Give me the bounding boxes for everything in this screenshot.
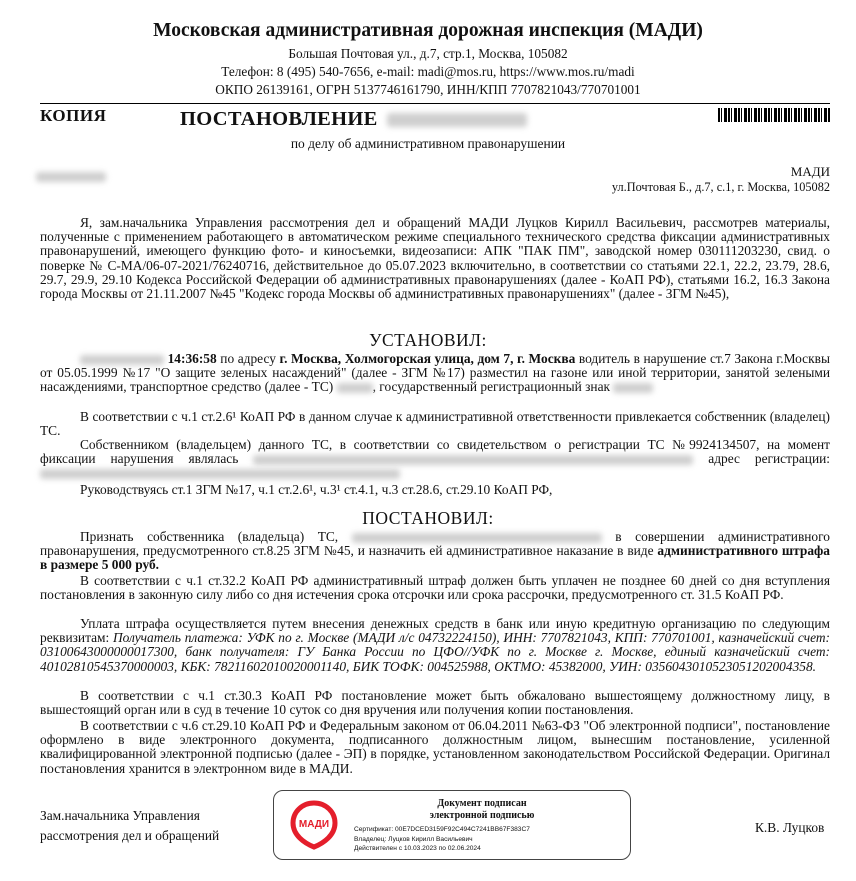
fine-amount: административного штрафа в размере 5 000 руб.	[40, 543, 831, 573]
violation-address: г. Москва, Холмогорская улица, дом 7, г. Москва	[279, 351, 576, 366]
payment-details: Получатель платежа: УФК по г. Москве (МАДИ л/с 04732224150), ИНН: 7707821043, КПП: 770701001, казначейский счет: 03100643000000017300, банк получателя: ГУ Банка России по ЦФО//УФК по г. Москве г. Москве, единый казначейский счет: 40102810545370000003, КБК: 78211602010020001140, БИК ТОФК: 004525988, ОКТМО: 45382000, УИН: 0356043010523051202004358.	[40, 630, 830, 674]
org-address: Большая Почтовая ул., д.7, стр.1, Москва, 105082	[288, 46, 568, 61]
resolved-heading: ПОСТАНОВИЛ:	[362, 508, 494, 528]
violation-time: 14:36:58	[167, 351, 217, 366]
document-title	[180, 108, 527, 131]
payment-paragraph	[40, 617, 830, 674]
owner-text: Собственником (владельцем) данного ТС, в соответствии со свидетельством о регистрации ТС №9924134507, на момент фиксации нарушения являлась	[40, 437, 830, 467]
document-title-text: ПОСТАНОВЛЕНИЕ	[180, 108, 378, 130]
violation-text: водитель в нарушение ст.7 Закона г.Москвы от 05.05.1999 №17 "О защите зеленых насаждений" (далее - ЗГМ №17) разместил на газоне или иной территории, занятой зелеными насаждениями, транспортное средство (далее - ТС)	[40, 351, 830, 395]
intro-paragraph: Я, зам.начальника Управления рассмотрения дел и обращений МАДИ Луцков Кирилл Васильевич, рассмотрев материалы, полученные с применением работающего в автоматическом режиме специального технического средства фиксации административных правонарушений, имеющего функцию фото- и киносъемки, видеозаписи: АПК "ПАК ПМ", заводской номер 030111203230, свид. о поверке № С-МА/06-07-2021/76240716, действительное до 05.07.2023 включительно, в соответствии со статьями 22.1, 22.2, 23.79, 28.6, 29.7, 29.9, 29.10 Кодекса Российской Федерации об административных правонарушениях (далее - КоАП РФ), статьями 16.2, 16.3 Закона города Москвы от 21.11.2007 №45 "Кодекс города Москвы об административных правонарушениях" (далее - ЗГМ №45),	[40, 215, 830, 302]
madi-logo-icon	[288, 799, 340, 851]
signer-position	[40, 806, 219, 846]
stamp-title-line1: Документ подписан	[437, 798, 527, 809]
payment-intro: Уплата штрафа осуществляется путем внесения денежных средств в банк или иную кредитную организацию по следующим реквизитам:	[40, 616, 830, 646]
madi-logo-text: МАДИ	[298, 819, 330, 830]
header-divider	[40, 103, 830, 104]
signer-position-line1: Зам.начальника Управления	[40, 808, 200, 823]
redacted-date	[36, 168, 106, 186]
signer-name: К.В. Луцков	[755, 820, 825, 835]
certificate-owner: Владелец: Луцков Кирилл Васильевич	[354, 835, 473, 843]
violation-text-tail: , государственный регистрационный знак	[372, 379, 611, 395]
org-codes: ОКПО 26139161, ОГРН 5137746161790, ИНН/КПП 7707821043/770701001	[215, 82, 641, 97]
certificate-validity: Действителен с 10.03.2023 по 02.06.2024	[354, 845, 481, 853]
e-signature-stamp	[273, 790, 631, 860]
owner-address-label: адрес регистрации:	[708, 451, 830, 467]
stamp-title-line2: электронной подписью	[429, 810, 535, 821]
payment-deadline-paragraph: В соответствии с ч.1 ст.32.2 КоАП РФ административный штраф должен быть уплачен не позднее 60 дней со дня вступления постановления в законную силу либо со дня истечения срока отсрочки или срока рассрочки, предусмотренного ст. 31.5 КоАП РФ.	[40, 573, 830, 603]
guided-paragraph: Руководствуясь ст.1 ЗГМ №17, ч.1 ст.2.6¹, ч.3¹ ст.4.1, ч.3 ст.28.6, ст.29.10 КоАП РФ,	[80, 482, 553, 497]
established-paragraph	[40, 352, 830, 395]
resolve-mid: в совершении административного правонарушения, предусмотренного ст.8.25 ЗГМ №45, и назначить ей административное наказание в виде	[40, 529, 830, 559]
authority-name: МАДИ	[790, 164, 830, 179]
appeal-paragraph: В соответствии с ч.1 ст.30.3 КоАП РФ постановление может быть обжаловано вышестоящему должностному лицу, в вышестоящий орган или в суд в течение 10 суток со дня вручения или получения копии постановления.	[40, 688, 830, 718]
resolve-start: Признать собственника (владельца) ТС,	[80, 529, 339, 544]
liability-paragraph: В соответствии с ч.1 ст.2.6¹ КоАП РФ в данном случае к административной ответственности привлекается собственник (владелец) ТС.	[40, 409, 830, 439]
resolve-paragraph	[40, 530, 830, 573]
stamp-details	[354, 825, 530, 854]
org-name: Московская административная дорожная инспекция (МАДИ)	[153, 20, 703, 41]
owner-paragraph	[40, 438, 830, 481]
esign-paragraph: В соответствии с ч.6 ст.29.10 КоАП РФ и Федеральным законом от 06.04.2011 №63-ФЗ "Об электронной подписи", постановление оформлено в виде электронного документа, подписанного должностным лицом, вынесшим постановление, усиленной квалифицированной электронной подписью (далее - ЭП) в порядке, установленном законодательством Российской Федерации. Оригинал постановления хранится в электронном виде в МАДИ.	[40, 718, 830, 776]
established-heading: УСТАНОВИЛ:	[369, 330, 487, 350]
barcode	[718, 108, 830, 122]
copy-label: КОПИЯ	[40, 106, 107, 125]
stamp-title	[334, 798, 630, 822]
signer-position-line2: рассмотрения дел и обращений	[40, 828, 220, 843]
document-subtitle: по делу об административном правонарушении	[290, 136, 566, 151]
org-contacts: Телефон: 8 (495) 540-7656, e-mail: madi@mos.ru, https://www.mos.ru/madi	[221, 64, 635, 79]
address-prefix: по адресу	[220, 351, 276, 366]
certificate-number: Сертификат: 00E7DCED3159F92C494C7241BB67F383C7	[354, 826, 530, 833]
redacted-number	[387, 113, 527, 127]
authority-address: ул.Почтовая Б., д.7, с.1, г. Москва, 105082	[611, 180, 830, 194]
